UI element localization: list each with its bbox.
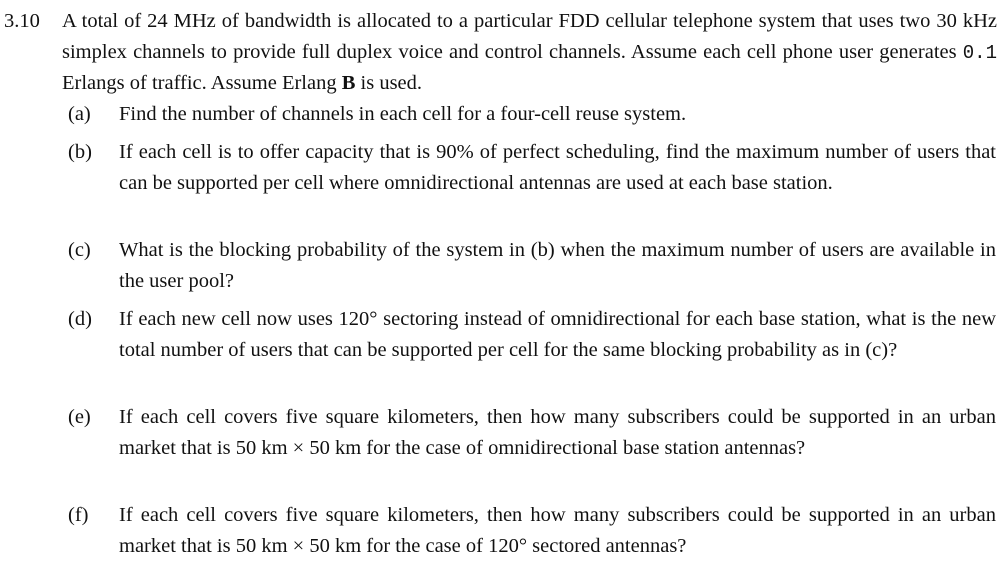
problem-number: 3.10 [4,10,40,32]
problem-intro-text: A total of 24 MHz of bandwidth is allocated to a particular FDD cellular telephone system that uses two 30 kHz simplex channels to provide full duplex voice and control channels. Assume each cell phone user generates [62,10,997,63]
part-label: (c) [68,239,91,261]
part-text: If each cell is to offer capacity that is 90% of perfect scheduling, find the maximum number of users that can be supported per cell where omnidirectional antennas are used at each base station. [119,141,996,194]
part-label: (a) [68,103,91,125]
part-label: (e) [68,406,91,428]
part-label: (f) [68,504,89,526]
traffic-value: 0.1 [962,41,997,64]
problem-intro-text-2: Erlangs of traffic. Assume Erlang [62,72,342,94]
part-text: If each cell covers five square kilometers, then how many subscribers could be supported in an urban market that is 50 km × 50 km for the case of 120° sectored antennas? [119,504,996,557]
part-text: If each cell covers five square kilometers, then how many subscribers could be supported in an urban market that is 50 km × 50 km for the case of omnidirectional base station antennas? [119,406,996,459]
part-text: Find the number of channels in each cell for a four-cell reuse system. [119,103,687,125]
part-text: What is the blocking probability of the system in (b) when the maximum number of users are available in the user pool? [119,239,996,292]
problem-statement [62,6,997,99]
part-label: (b) [68,141,92,163]
erlang-model: B [341,72,356,94]
part-label: (d) [68,308,92,330]
problem-intro-end: is used. [355,72,423,94]
part-text: If each new cell now uses 120° sectoring instead of omnidirectional for each base station, what is the new total number of users that can be supported per cell for the same blocking probability as in (c)? [119,308,996,361]
